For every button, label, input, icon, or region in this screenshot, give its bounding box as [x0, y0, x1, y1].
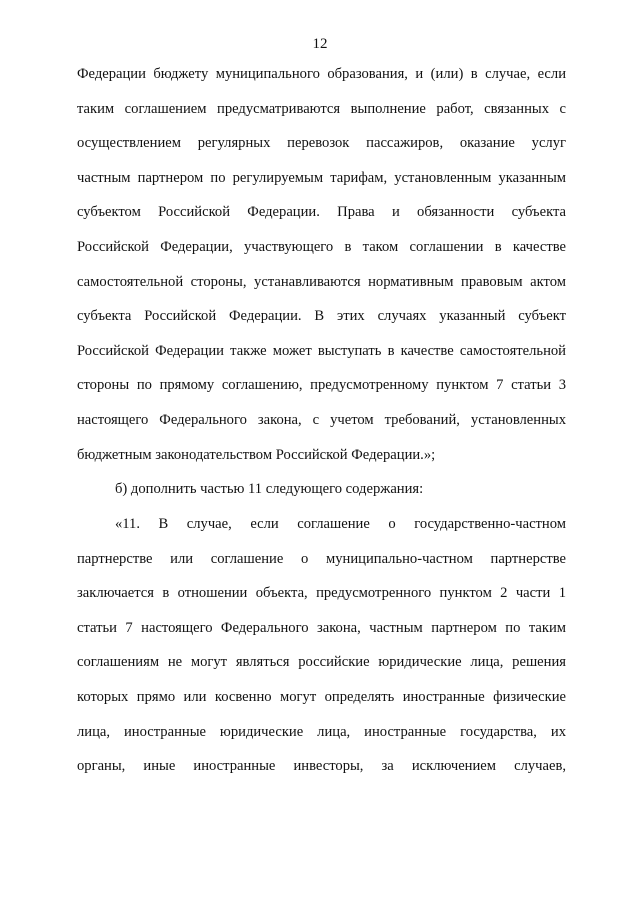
text-line: бюджетным законодательством Российской Федерации.»; [77, 446, 436, 463]
text-line: соглашениям не могут являться российские юридические лица, решения [77, 654, 566, 671]
text-line: субъектом Российской Федерации. Права и обязанности субъекта [77, 204, 566, 221]
text-line: субъекта Российской Федерации. В этих случаях указанный субъект [77, 308, 566, 325]
text-line: лица, иностранные юридические лица, иностранные государства, их [77, 723, 566, 740]
page-number: 12 [312, 36, 328, 52]
paragraph-part-11 [77, 514, 566, 791]
text-line: которых прямо или косвенно могут определять иностранные физические [77, 688, 566, 705]
text-line: органы, иные иностранные инвесторы, за исключением случаев, [77, 758, 566, 775]
text-line: б) дополнить частью 11 следующего содержания: [115, 481, 424, 497]
paragraph-amendment-b [77, 479, 566, 514]
text-line: статьи 7 настоящего Федерального закона, частным партнером по таким [77, 619, 566, 636]
text-line: Российской Федерации также может выступать в качестве самостоятельной [77, 342, 566, 359]
text-line: заключается в отношении объекта, предусмотренного пунктом 2 части 1 [77, 585, 566, 602]
text-line: осуществлением регулярных перевозок пассажиров, оказание услуг [77, 135, 566, 152]
text-line: партнерстве или соглашение о муниципально-частном партнерстве [77, 550, 566, 567]
text-line: «11. В случае, если соглашение о государственно-частном [115, 516, 566, 532]
text-line: настоящего Федерального закона, с учетом требований, установленных [77, 411, 566, 428]
text-line: частным партнером по регулируемым тарифам, установленным указанным [77, 169, 566, 186]
text-line: самостоятельной стороны, устанавливаются нормативным правовым актом [77, 273, 566, 290]
text-line: Федерации бюджету муниципального образования, и (или) в случае, если [77, 66, 566, 82]
text-line: стороны по прямому соглашению, предусмотренному пунктом 7 статьи 3 [77, 377, 566, 394]
text-line: Российской Федерации, участвующего в таком соглашении в качестве [77, 238, 566, 255]
paragraph-continuation [77, 64, 566, 479]
text-line: таким соглашением предусматриваются выполнение работ, связанных с [77, 100, 566, 117]
